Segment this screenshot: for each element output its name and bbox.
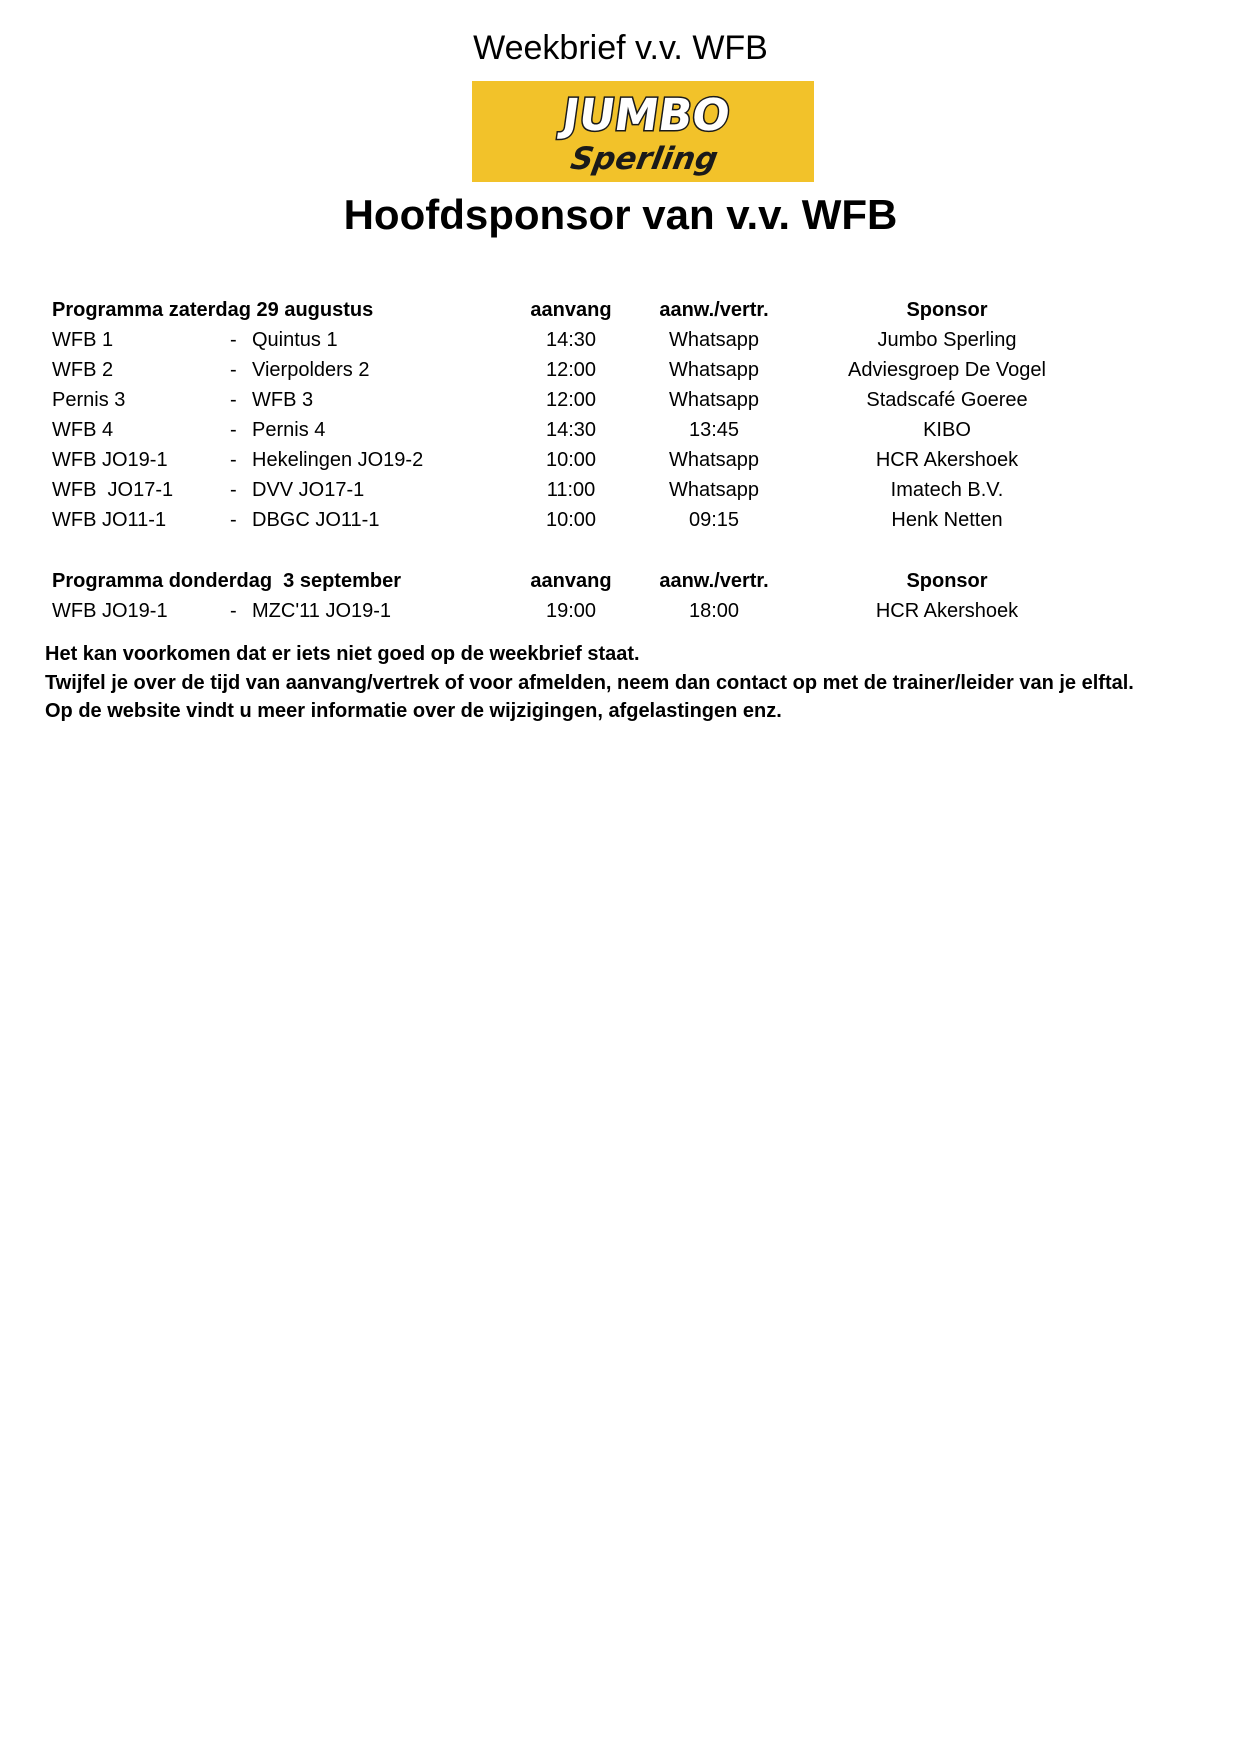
match-row bbox=[52, 596, 1152, 626]
logo-text-sperling: Sperling bbox=[567, 141, 721, 177]
match-sponsor: Henk Netten bbox=[891, 509, 1003, 531]
separator: - bbox=[230, 419, 237, 441]
meet-time: Whatsapp bbox=[668, 359, 760, 381]
separator: - bbox=[230, 449, 237, 471]
away-team: Hekelingen JO19-2 bbox=[252, 449, 424, 471]
separator: - bbox=[230, 389, 237, 411]
away-team: DVV JO17-1 bbox=[252, 479, 365, 501]
kickoff-time: 11:00 bbox=[546, 479, 596, 501]
notes bbox=[45, 640, 1134, 726]
match-row bbox=[52, 325, 1152, 355]
away-team: DBGC JO11-1 bbox=[252, 509, 380, 531]
meet-time: Whatsapp bbox=[668, 329, 760, 351]
home-team: Pernis 3 bbox=[52, 389, 126, 411]
match-row bbox=[52, 415, 1152, 445]
meet-time: Whatsapp bbox=[668, 389, 760, 411]
note-line: Het kan voorkomen dat er iets niet goed op de weekbrief staat. bbox=[45, 643, 640, 665]
note-line: Twijfel je over de tijd van aanvang/vertrek of voor afmelden, neem dan contact op met de trainer/leider van je elftal. bbox=[45, 671, 1134, 694]
programme-donderdag bbox=[52, 566, 1152, 626]
column-header-meet: aanw./vertr. bbox=[659, 299, 769, 321]
column-header-sponsor: Sponsor bbox=[906, 570, 988, 592]
column-header-meet: aanw./vertr. bbox=[659, 570, 769, 592]
separator: - bbox=[230, 600, 237, 622]
match-sponsor: Imatech B.V. bbox=[890, 479, 1004, 501]
meet-time: 18:00 bbox=[688, 600, 740, 622]
match-sponsor: KIBO bbox=[923, 419, 971, 441]
separator: - bbox=[230, 479, 237, 501]
match-sponsor: HCR Akershoek bbox=[875, 600, 1019, 622]
separator: - bbox=[230, 359, 237, 381]
meet-time: Whatsapp bbox=[668, 479, 760, 501]
home-team: WFB JO11-1 bbox=[52, 509, 167, 531]
away-team: MZC'11 JO19-1 bbox=[252, 600, 392, 622]
kickoff-time: 19:00 bbox=[545, 600, 597, 622]
kickoff-time: 10:00 bbox=[545, 449, 597, 471]
away-team: WFB 3 bbox=[252, 389, 314, 411]
column-header-time: aanvang bbox=[530, 570, 612, 592]
match-row bbox=[52, 475, 1152, 505]
separator: - bbox=[230, 329, 237, 351]
match-row bbox=[52, 445, 1152, 475]
programme-title: Programma zaterdag 29 augustus bbox=[52, 299, 374, 321]
home-team: WFB JO17-1 bbox=[52, 479, 174, 501]
meet-time: 13:45 bbox=[688, 419, 740, 441]
match-sponsor: Adviesgroep De Vogel bbox=[848, 359, 1046, 381]
kickoff-time: 12:00 bbox=[545, 389, 597, 411]
jumbo-sperling-logo-icon bbox=[472, 81, 814, 182]
column-header-time: aanvang bbox=[530, 299, 612, 321]
home-team: WFB 4 bbox=[52, 419, 114, 441]
kickoff-time: 14:30 bbox=[545, 329, 597, 351]
separator: - bbox=[230, 509, 237, 531]
home-team: WFB 1 bbox=[52, 329, 114, 351]
home-team: WFB JO19-1 bbox=[52, 600, 168, 622]
meet-time: 09:15 bbox=[688, 509, 740, 531]
match-row bbox=[52, 385, 1152, 415]
away-team: Quintus 1 bbox=[252, 329, 338, 351]
kickoff-time: 12:00 bbox=[545, 359, 597, 381]
match-sponsor: Jumbo Sperling bbox=[877, 329, 1017, 351]
home-team: WFB JO19-1 bbox=[52, 449, 168, 471]
match-row bbox=[52, 505, 1152, 535]
away-team: Vierpolders 2 bbox=[252, 359, 370, 381]
away-team: Pernis 4 bbox=[252, 419, 326, 441]
document-title: Weekbrief v.v. WFB bbox=[473, 29, 768, 67]
programme-header-row bbox=[52, 295, 1152, 325]
meet-time: Whatsapp bbox=[668, 449, 760, 471]
note-line: Op de website vindt u meer informatie over de wijzigingen, afgelastingen enz. bbox=[45, 700, 782, 722]
match-sponsor: HCR Akershoek bbox=[875, 449, 1019, 471]
headline: Hoofdsponsor van v.v. WFB bbox=[343, 191, 898, 238]
match-row bbox=[52, 355, 1152, 385]
kickoff-time: 10:00 bbox=[545, 509, 597, 531]
logo-text-jumbo: JUMBO bbox=[559, 90, 734, 141]
jumbo-sperling-logo bbox=[472, 81, 814, 182]
programme-title: Programma donderdag 3 september bbox=[52, 570, 401, 592]
programme-zaterdag bbox=[52, 295, 1152, 535]
kickoff-time: 14:30 bbox=[545, 419, 597, 441]
home-team: WFB 2 bbox=[52, 359, 114, 381]
match-sponsor: Stadscafé Goeree bbox=[866, 389, 1028, 411]
programme-header-row bbox=[52, 566, 1152, 596]
column-header-sponsor: Sponsor bbox=[906, 299, 988, 321]
